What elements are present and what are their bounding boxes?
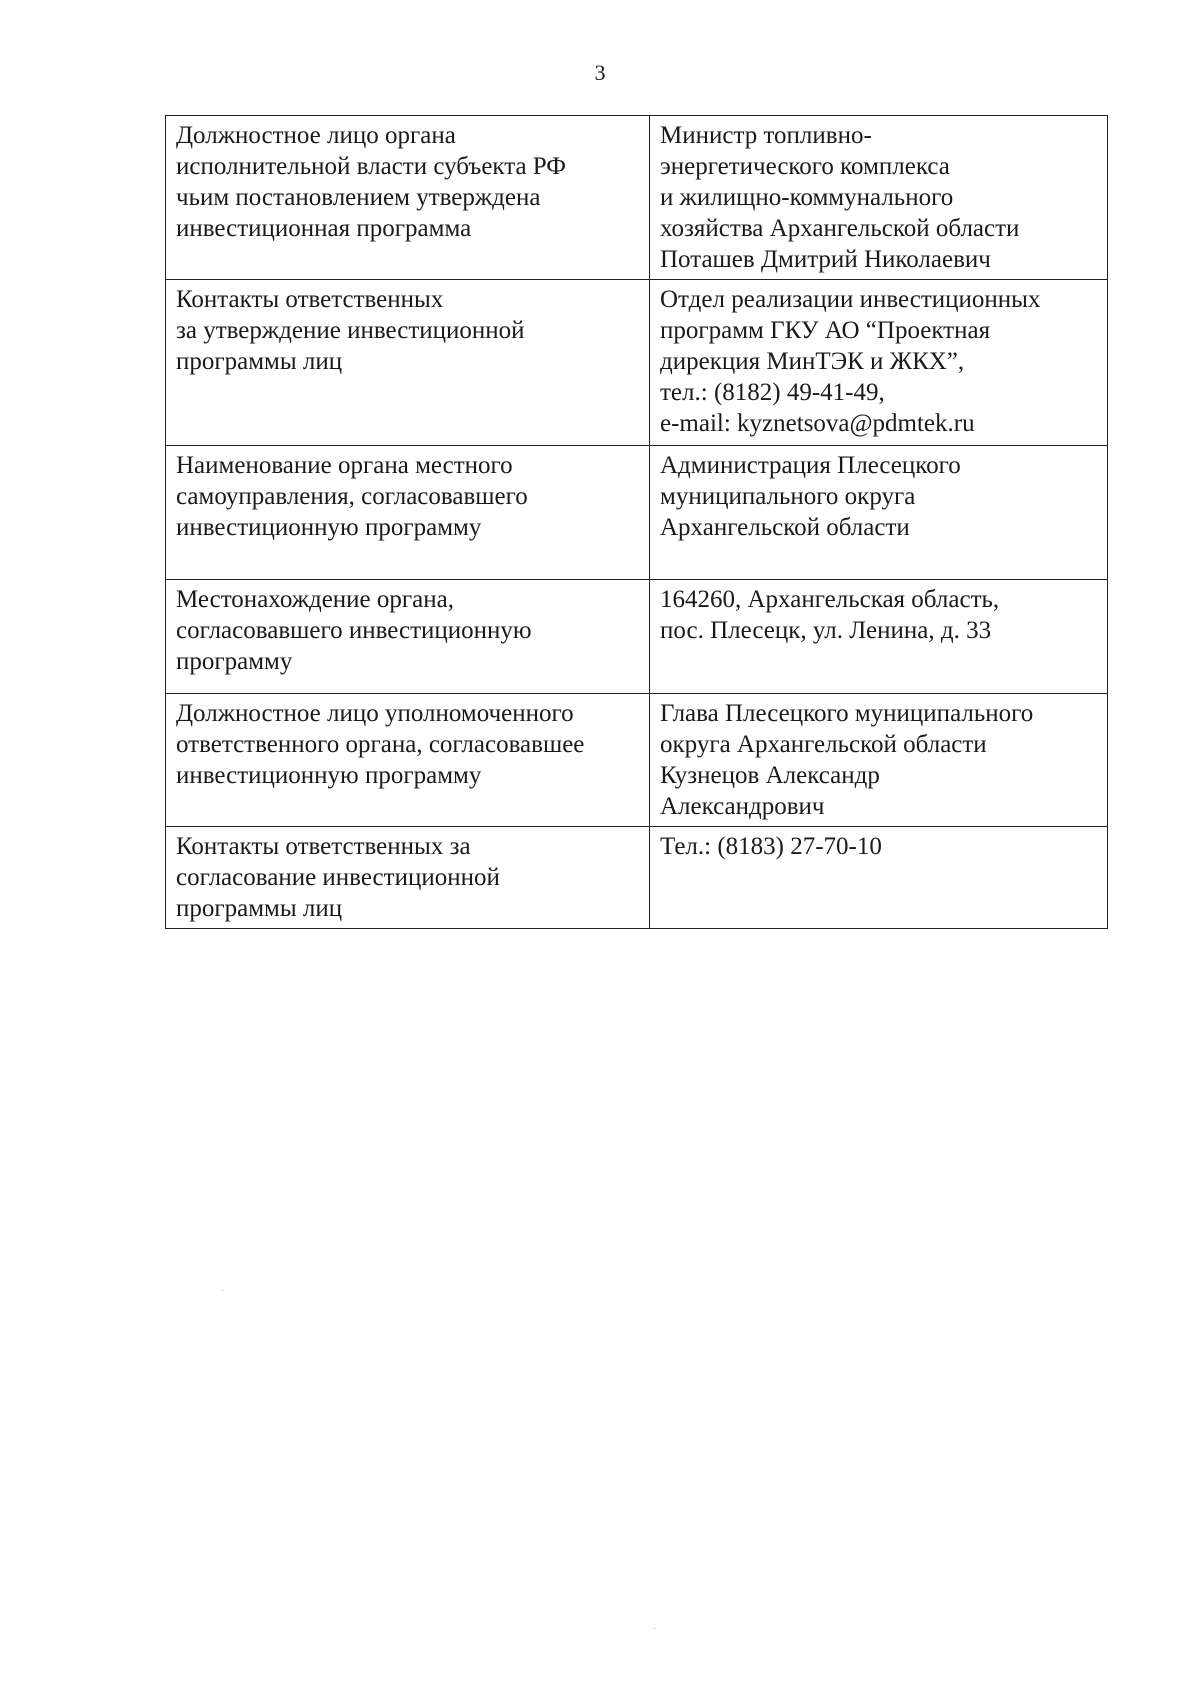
row-value-line: Тел.: (8183) 27-70-10 [660,833,882,860]
page-number: 3 [594,60,606,85]
row-value-line: и жилищно-коммунального [660,184,954,211]
row-label-cell [166,116,650,280]
row-value-line: Архангельской области [660,514,910,541]
table-row [166,446,1108,580]
row-value-cell [650,694,1108,827]
row-value-line: Поташев Дмитрий Николаевич [660,246,991,273]
row-label-line: ответственного органа, согласовавшее [176,731,585,758]
table-row [166,694,1108,827]
row-label-line: инвестиционную программу [176,514,482,541]
row-value-line: Глава Плесецкого муниципального [660,700,1034,727]
row-value-cell [650,116,1108,280]
row-value-line: Кузнецов Александр [660,762,880,789]
row-label-line: инвестиционную программу [176,762,482,789]
row-value-cell [650,280,1108,446]
row-label-line: программы лиц [176,348,343,375]
row-value-line: Администрация Плесецкого [660,452,961,479]
row-label-line: Контакты ответственных за [176,833,471,860]
row-label-line: инвестиционная программа [176,215,472,242]
row-value-line: Отдел реализации инвестиционных [660,286,1041,313]
row-value-line: энергетического комплекса [660,153,950,180]
row-label-line: самоуправления, согласовавшего [176,483,528,510]
row-value-line: Министр топливно- [660,122,872,149]
row-label-line: Наименование органа местного [176,452,513,479]
row-value-line: пос. Плесецк, ул. Ленина, д. 33 [660,617,992,644]
row-value-line: программ ГКУ АО “Проектная [660,317,991,344]
row-label-cell [166,580,650,694]
scan-speck [654,1628,655,1629]
info-table [165,115,1108,929]
row-value-line: Александрович [660,793,825,820]
row-value-cell [650,446,1108,580]
row-value-line: 164260, Архангельская область, [660,586,1000,613]
table-row [166,116,1108,280]
row-value-cell [650,827,1108,929]
row-label-line: Должностное лицо органа [176,122,456,149]
row-value-line: e-mail: kyznetsova@pdmtek.ru [660,410,975,437]
row-value-line: муниципального округа [660,483,916,510]
row-label-cell [166,446,650,580]
row-label-line: Местонахождение органа, [176,586,454,613]
row-value-cell [650,580,1108,694]
row-label-line: Должностное лицо уполномоченного [176,700,574,727]
scan-speck [222,1290,223,1291]
row-label-cell [166,280,650,446]
row-label-line: программу [176,648,293,675]
row-label-cell [166,694,650,827]
row-value-line: тел.: (8182) 49-41-49, [660,379,885,406]
row-label-line: программы лиц [176,895,343,922]
row-label-line: чьим постановлением утверждена [176,184,541,211]
row-value-line: дирекция МинТЭК и ЖКХ”, [660,348,965,375]
row-value-line: хозяйства Архангельской области [660,215,1020,242]
table-row [166,280,1108,446]
row-label-line: Контакты ответственных [176,286,444,313]
row-value-line: округа Архангельской области [660,731,987,758]
row-label-line: согласовавшего инвестиционную [176,617,532,644]
table-row [166,827,1108,929]
row-label-line: исполнительной власти субъекта РФ [176,153,567,180]
row-label-line: за утверждение инвестиционной [176,317,525,344]
table-row [166,580,1108,694]
row-label-line: согласование инвестиционной [176,864,500,891]
row-label-cell [166,827,650,929]
